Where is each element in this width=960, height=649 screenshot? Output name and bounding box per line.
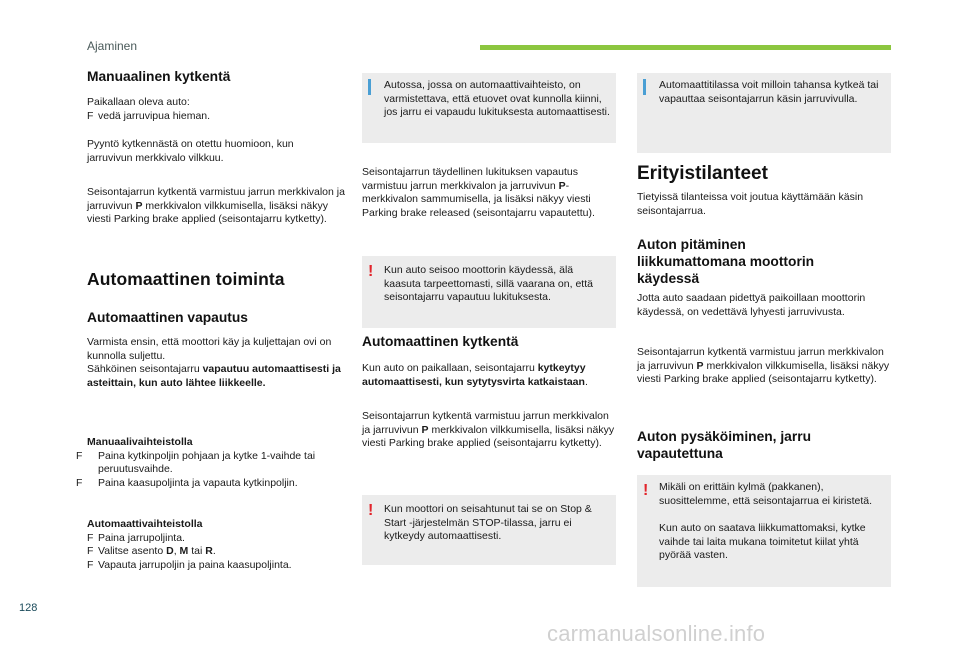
auto-gearbox-steps [87, 518, 345, 572]
manual-engage-step [87, 110, 345, 124]
manual-engage-confirm [87, 186, 345, 227]
bullet-icon: F [76, 476, 83, 489]
warning-box-text-b: Kun auto on saatava liikkumattomaksi, kytke vaihde tai laita mukana toimitetut kiilat yhtä pyörää vasten. [659, 522, 866, 561]
text-bold: vapautuu automaattisesti ja asteittain, kun auto lähtee liikkeelle. [87, 363, 341, 389]
warning-icon: ! [368, 263, 374, 280]
step-text: Paina jarrupoljinta. [98, 531, 185, 544]
release-confirm [362, 166, 616, 220]
step-text: Valitse asento [98, 545, 167, 557]
info-box-manual-override [637, 73, 891, 153]
bullet-icon: F [87, 545, 94, 557]
watermark: carmanualsonline.info [547, 621, 766, 646]
auto-release-desc [87, 363, 345, 390]
heading-special-situations: Erityistilanteet [637, 163, 768, 184]
manual-engage-steps [87, 96, 345, 123]
page-number: 128 [19, 602, 38, 614]
text-bold: kytkeytyy automaattisesti, kun sytytysvirta katkaistaan [362, 362, 586, 388]
heading-automatic-engage: Automaattinen kytkentä [362, 334, 519, 349]
sep: , [173, 545, 180, 557]
hold-still-confirm [637, 346, 891, 387]
heading-automatic-release: Automaattinen vapautus [87, 310, 248, 325]
gear-m: M [179, 545, 189, 557]
text: merkkivalon vilkkumisella, lisäksi näkyy viesti Parking brake applied (seisontajarru kytketty). [87, 199, 329, 225]
warning-box-text: Kun auto seisoo moottorin käydessä, älä kaasuta tarpeettomasti, sillä vaarana on, että seisontajarru vapautuu lukituksesta. [384, 264, 593, 303]
text: Sähköinen seisontajarru [87, 363, 203, 375]
manual-gearbox-steps [76, 436, 345, 490]
auto-engage-confirm [362, 410, 616, 451]
sep: tai [188, 545, 206, 557]
step-item [76, 476, 345, 491]
step-text: Vapauta jarrupoljin ja paina kaasupoljinta. [98, 558, 292, 571]
step-text: vedä jarruvipua hieman. [98, 109, 211, 122]
step-text: Paina kaasupoljinta ja vapauta kytkinpoljin. [98, 476, 298, 489]
heading-manual-engage: Manuaalinen kytkentä [87, 69, 231, 84]
text: -merkkivalon sammumisella, ja lisäksi näkyy viesti Parking brake released (seisontajarru vapautettu). [362, 179, 595, 219]
info-box-text: Automaattitilassa voit milloin tahansa kytkeä tai vapauttaa seisontajarrun käsin jarruvivulla. [659, 79, 879, 105]
warning-box-cold [637, 475, 891, 587]
auto-gearbox-title: Automaattivaihteistolla [87, 518, 203, 530]
step-item [76, 449, 345, 477]
sep: . [212, 545, 216, 557]
text: . [584, 375, 588, 388]
warning-icon: ! [368, 502, 374, 519]
step-text: Paina kytkinpoljin pohjaan ja kytke 1-vaihde tai peruutusvaihde. [98, 449, 316, 475]
text: Seisontajarrun kytkentä varmistuu jarrun merkkivalon ja jarruvivun [637, 346, 884, 372]
manual-engage-ack: Pyyntö kytkennästä on otettu huomioon, kun jarruvivun merkkivalo vilkkuu. [87, 138, 294, 164]
text-bold: P [135, 199, 143, 212]
step-item [87, 559, 345, 573]
info-bar [368, 79, 371, 95]
step-item [87, 532, 345, 546]
text: merkkivalon vilkkumisella, lisäksi näkyy viesti Parking brake applied (seisontajarru kytketty). [637, 359, 890, 385]
text: Seisontajarrun kytkentä varmistuu jarrun merkkivalon ja jarruvivun [87, 186, 345, 212]
text-bold: P [696, 359, 704, 372]
info-box-text: Autossa, jossa on automaattivaihteisto, on varmistettava, että etuovet ovat kunnolla kiinni, jos jarru ei vapaudu lukituksesta automaattisesti. [384, 79, 610, 118]
auto-release-text [87, 336, 345, 390]
auto-release-check: Varmista ensin, että moottori käy ja kuljettajan ovi on kunnolla suljettu. [87, 336, 332, 362]
text: Seisontajarrun täydellinen lukituksen vapautus varmistuu jarrun merkkivalon ja jarruvivun [362, 166, 578, 192]
text: merkkivalon vilkkumisella, lisäksi näkyy viesti Parking brake applied (seisontajarru kytketty). [362, 423, 615, 449]
manual-gearbox-title: Manuaalivaihteistolla [87, 436, 193, 448]
bullet-icon: F [76, 449, 83, 462]
text: Kun auto on paikallaan, seisontajarru [362, 362, 538, 374]
warning-box-text-a: Mikäli on erittäin kylmä (pakkanen), suosittelemme, että seisontajarrua ei kiristetä. [659, 481, 873, 507]
gear-r: R [205, 545, 213, 557]
text-bold: P [558, 179, 566, 192]
info-box-auto-gearbox [362, 73, 616, 143]
warning-box-revving [362, 256, 616, 328]
auto-engage-desc [362, 362, 616, 389]
section-header-bar [480, 45, 891, 50]
text: Seisontajarrun kytkentä varmistuu jarrun merkkivalon ja jarruvivun [362, 410, 609, 436]
manual-engage-intro: Paikallaan oleva auto: [87, 96, 190, 108]
heading-hold-still: Auton pitäminen liikkumattomana moottorin käydessä [637, 237, 815, 286]
warning-box-stop-start [362, 495, 616, 565]
heading-automatic-operation: Automaattinen toiminta [87, 269, 285, 289]
gear-d: D [166, 545, 174, 557]
heading-park-released: Auton pysäköiminen, jarru vapautettuna [637, 429, 812, 461]
special-intro: Tietyissä tilanteissa voit joutua käyttämään käsin seisontajarrua. [637, 191, 864, 217]
info-bar [643, 79, 646, 95]
warning-icon: ! [643, 482, 649, 499]
section-header: Ajaminen [87, 39, 138, 53]
bullet-icon: F [87, 531, 94, 544]
bullet-icon: F [87, 109, 94, 122]
bullet-icon: F [87, 558, 94, 571]
text-bold: P [421, 423, 429, 436]
hold-still-desc: Jotta auto saadaan pidettyä paikoillaan moottorin käydessä, on vedettävä lyhyesti jarruvivusta. [637, 292, 866, 318]
step-item [87, 545, 345, 559]
warning-box-text: Kun moottori on seisahtunut tai se on Stop & Start -järjestelmän STOP-tilassa, jarru ei kytkeydy automaattisesti. [384, 503, 592, 542]
